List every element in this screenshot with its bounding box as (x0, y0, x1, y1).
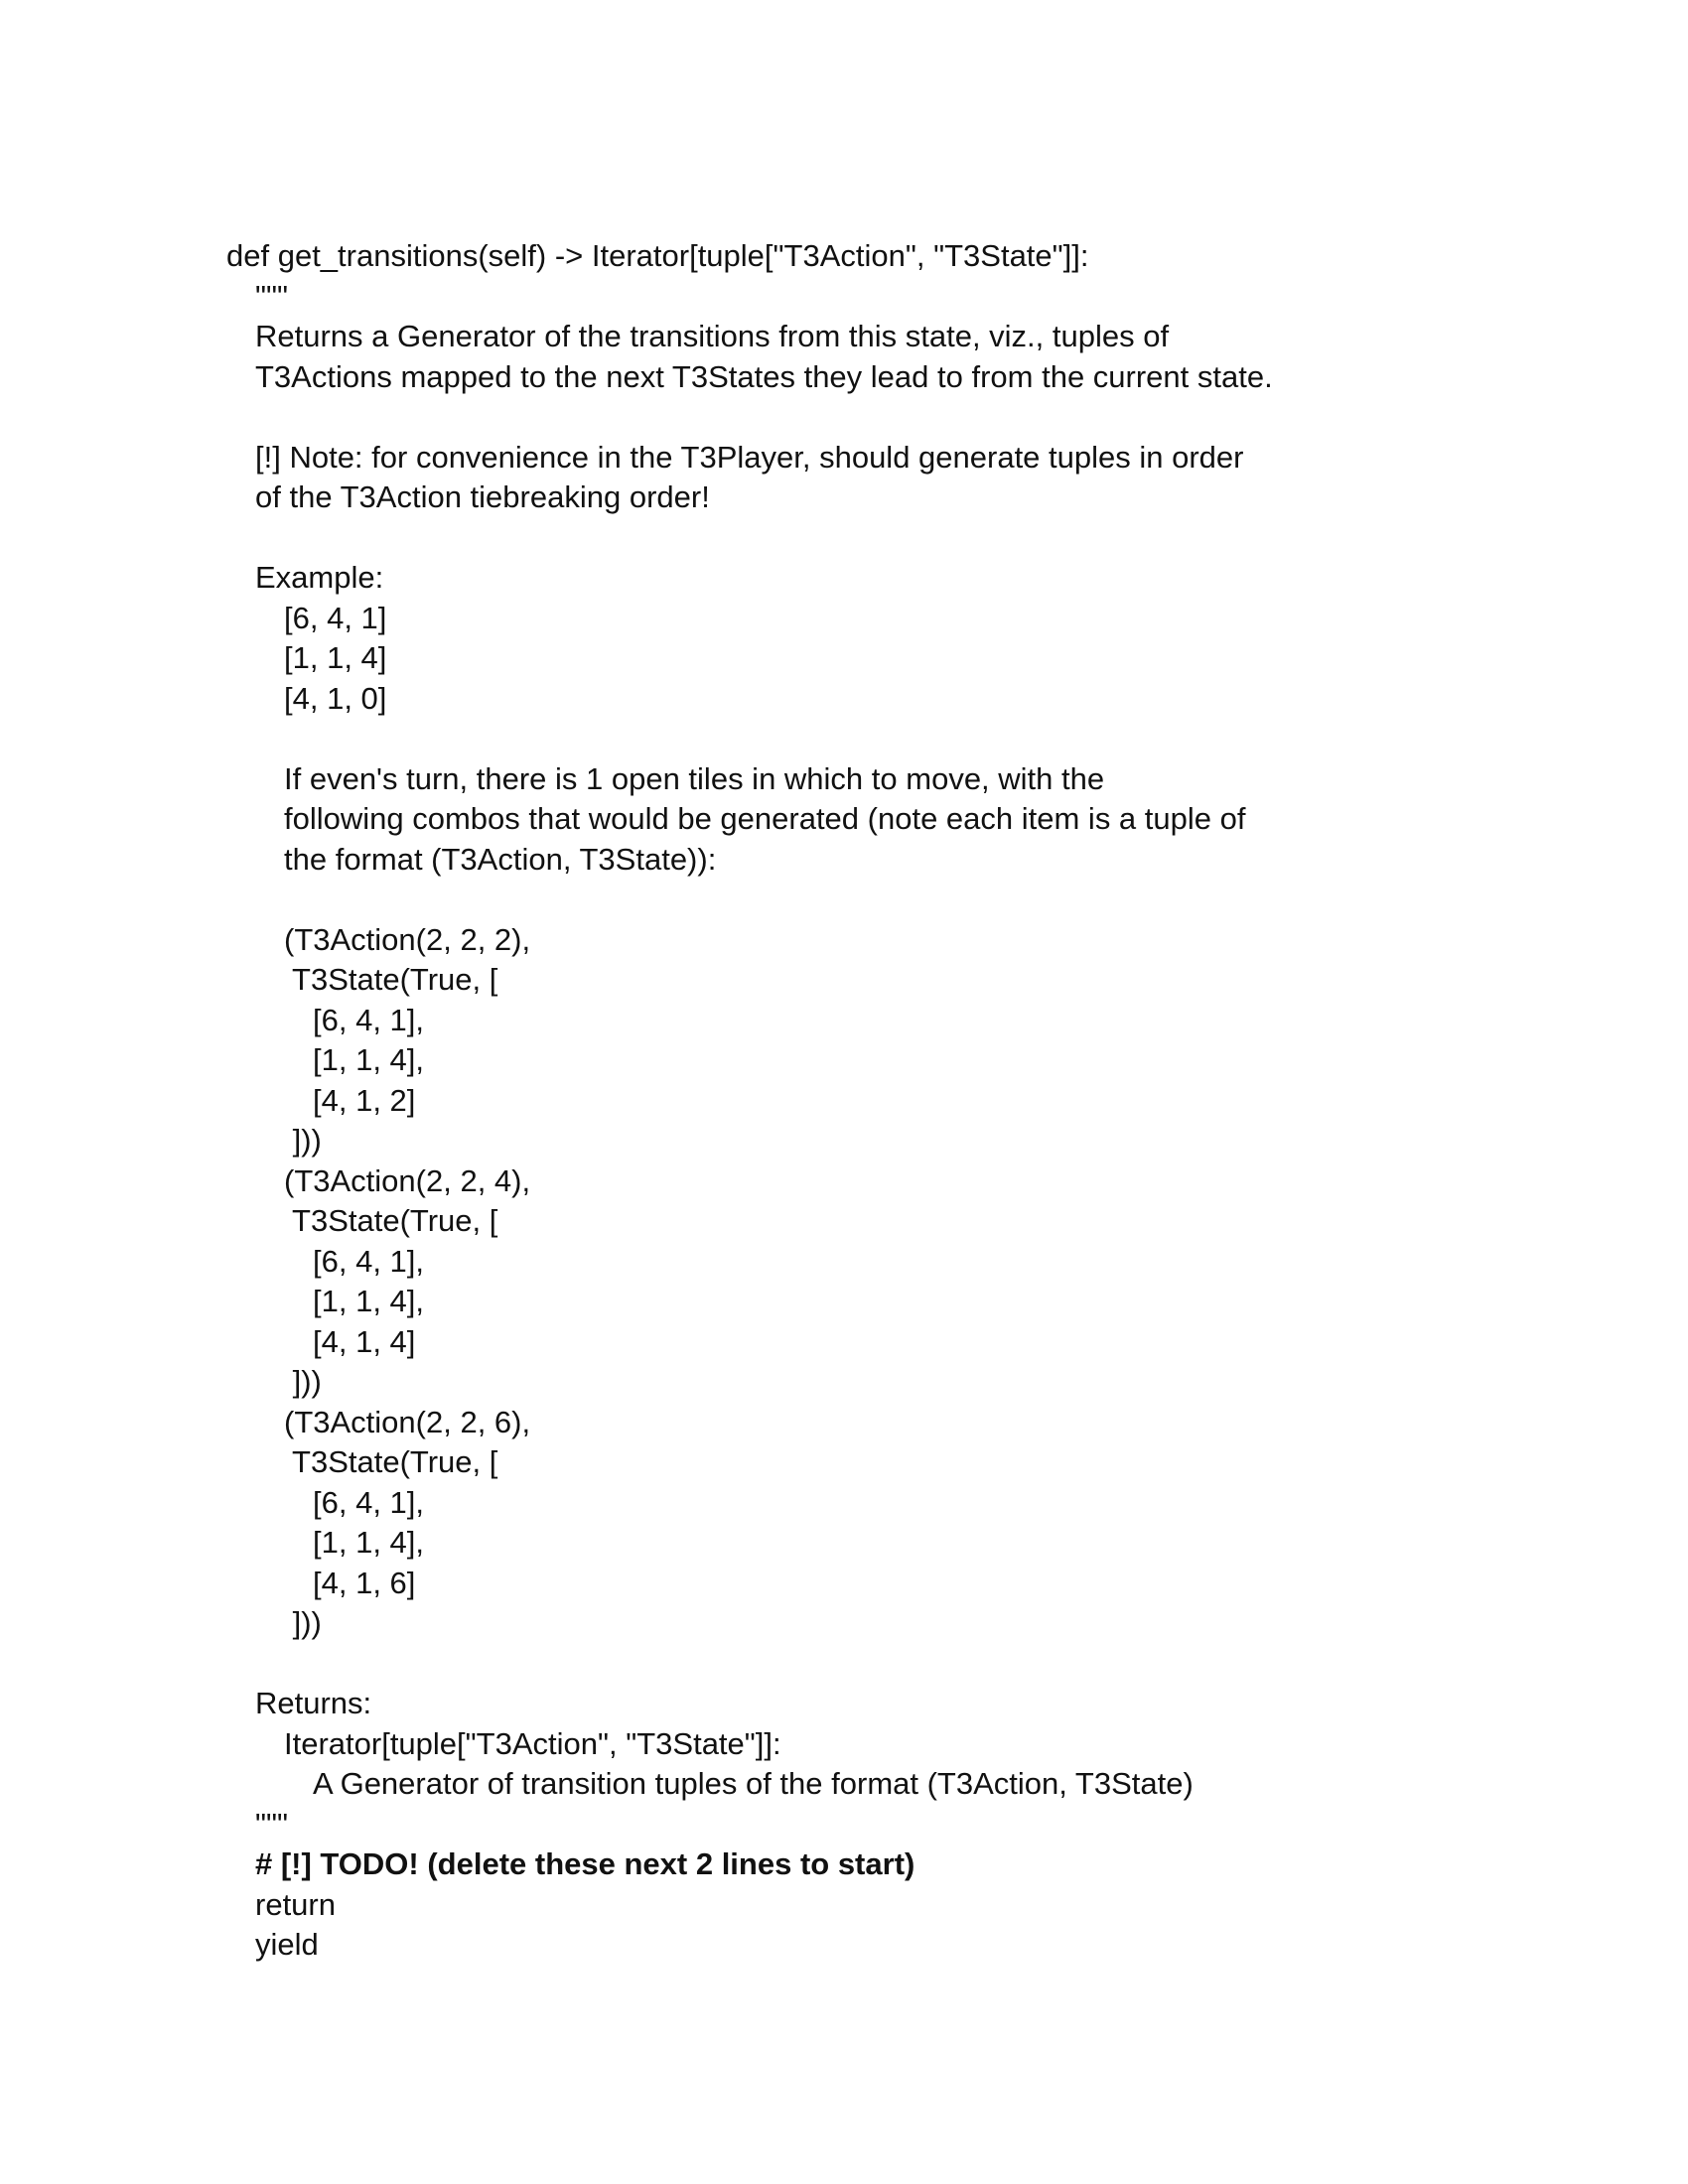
document-page (226, 236, 1517, 1966)
code-line: [1, 1, 4], (313, 1042, 425, 1077)
code-line: [!] Note: for convenience in the T3Player, should generate tuples in order (255, 439, 1244, 475)
code-line: [4, 1, 4] (313, 1323, 416, 1359)
code-line: Example: (255, 560, 384, 595)
code-line: Returns a Generator of the transitions from this state, viz., tuples of (255, 319, 1170, 353)
code-line: ])) (284, 1364, 322, 1399)
code-line: [6, 4, 1] (284, 600, 387, 635)
code-line: return (255, 1886, 336, 1922)
code-line: yield (255, 1927, 319, 1962)
code-line: A Generator of transition tuples of the format (T3Action, T3State) (313, 1766, 1194, 1801)
blank-line (226, 719, 1517, 759)
code-line: ])) (284, 1123, 322, 1158)
code-line: [6, 4, 1], (313, 1484, 425, 1520)
code-line: T3State(True, [ (284, 962, 498, 997)
code-line: [1, 1, 4], (313, 1525, 425, 1560)
code-line: T3State(True, [ (284, 1203, 498, 1238)
code-line: of the T3Action tiebreaking order! (255, 479, 710, 514)
code-line: [6, 4, 1], (313, 1243, 425, 1279)
code-line: Returns: (255, 1686, 372, 1720)
blank-line (226, 397, 1517, 438)
code-line: Iterator[tuple["T3Action", "T3State"]]: (284, 1725, 781, 1761)
todo-comment-line: # [!] TODO! (delete these next 2 lines to start) (255, 1846, 915, 1881)
code-line: [4, 1, 0] (284, 680, 387, 716)
blank-line (226, 880, 1517, 920)
code-line: ])) (284, 1605, 322, 1640)
code-line: """ (255, 1806, 289, 1842)
code-line: """ (255, 278, 289, 314)
blank-line (226, 518, 1517, 559)
code-line: [4, 1, 2] (313, 1082, 416, 1118)
code-line: the format (T3Action, T3State)): (284, 841, 717, 877)
code-line: (T3Action(2, 2, 2), (284, 921, 531, 957)
code-line: T3State(True, [ (284, 1444, 498, 1479)
code-line: [4, 1, 6] (313, 1565, 416, 1600)
code-line: T3Actions mapped to the next T3States they lead to from the current state. (255, 358, 1273, 394)
blank-line (226, 1644, 1517, 1685)
code-line: [6, 4, 1], (313, 1002, 425, 1037)
code-line: following combos that would be generated (note each item is a tuple of (284, 801, 1246, 836)
code-line: (T3Action(2, 2, 4), (284, 1162, 531, 1198)
code-line: [1, 1, 4] (284, 640, 387, 675)
code-line: (T3Action(2, 2, 6), (284, 1404, 531, 1439)
code-line: [1, 1, 4], (313, 1284, 425, 1318)
code-line: If even's turn, there is 1 open tiles in which to move, with the (284, 760, 1105, 796)
code-line: def get_transitions(self) -> Iterator[tuple["T3Action", "T3State"]]: (226, 238, 1089, 273)
